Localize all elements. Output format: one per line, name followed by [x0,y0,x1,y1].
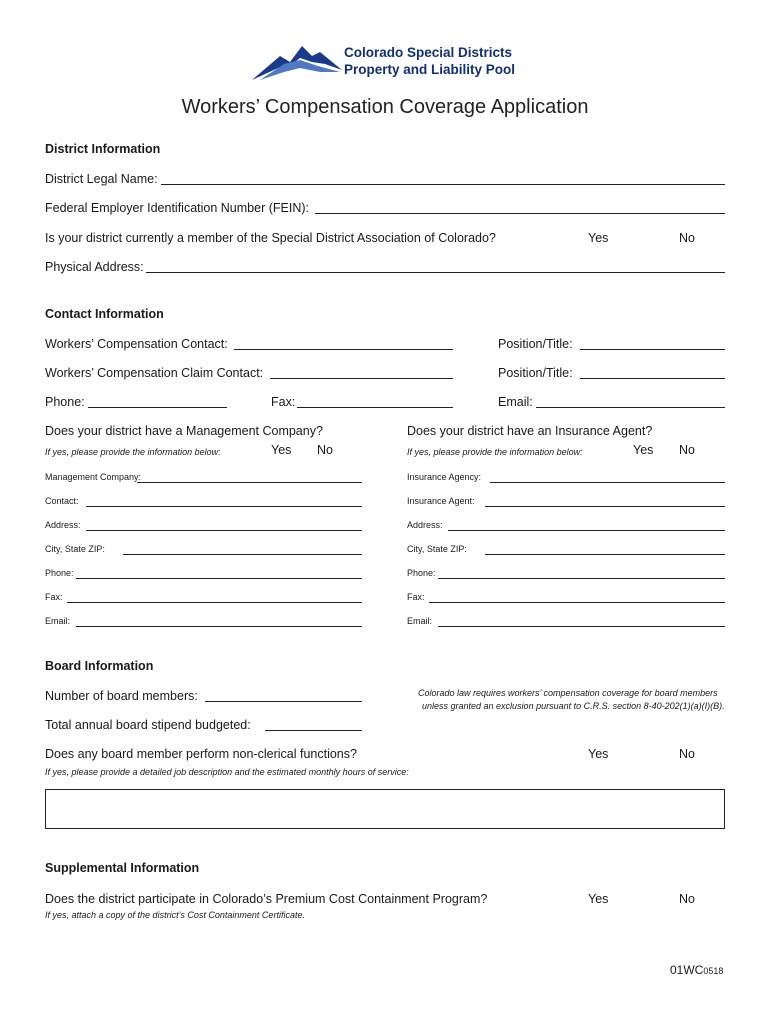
form-code-suffix: 0518 [703,966,724,976]
fein-field[interactable] [315,213,725,214]
form-code [670,963,723,977]
wc-contact-label: Workers’ Compensation Contact: [45,337,228,351]
form-code-main: 01WC [670,963,704,977]
agent-field-input[interactable] [490,482,725,483]
position-title-field-1[interactable] [580,349,725,350]
sdac-yes-option[interactable]: Yes [588,231,609,245]
phone-label: Phone: [45,395,85,409]
cost-containment-hint: If yes, attach a copy of the district’s Cost Containment Certificate. [45,910,305,920]
management-field-input[interactable] [123,554,362,555]
cost-containment-no-option[interactable]: No [679,892,695,906]
cost-containment-question: Does the district participate in Colorado’s Premium Cost Containment Program? [45,892,488,906]
management-field-input[interactable] [76,626,362,627]
email-field[interactable] [536,407,725,408]
supplemental-heading: Supplemental Information [45,861,200,875]
legal-name-label: District Legal Name: [45,172,158,186]
agent-field-input[interactable] [448,530,725,531]
position-title-field-2[interactable] [580,378,725,379]
management-field-label: Address: [45,520,81,530]
agent-field-label: Insurance Agency: [407,472,482,482]
physical-address-label: Physical Address: [45,260,144,274]
agent-hint: If yes, please provide the information below: [407,447,583,457]
fax-label: Fax: [271,395,296,409]
email-label: Email: [498,395,533,409]
mountain-logo-icon [250,42,345,82]
management-field-label: Contact: [45,496,79,506]
board-law-note-1: Colorado law requires workers’ compensation coverage for board members [418,688,718,698]
management-field-label: Management Company: [45,472,142,482]
phone-field[interactable] [88,407,227,408]
management-no-option[interactable]: No [317,443,333,457]
agent-field-label: Phone: [407,568,436,578]
agent-question: Does your district have an Insurance Agent? [407,424,653,438]
position-title-label-1: Position/Title: [498,337,573,351]
cost-containment-yes-option[interactable]: Yes [588,892,609,906]
agent-yes-option[interactable]: Yes [633,443,654,457]
position-title-label-2: Position/Title: [498,366,573,380]
management-field-input[interactable] [67,602,362,603]
legal-name-field[interactable] [161,184,725,185]
claim-contact-label: Workers’ Compensation Claim Contact: [45,366,264,380]
management-field-label: Fax: [45,592,63,602]
agent-no-option[interactable]: No [679,443,695,457]
agent-field-input[interactable] [438,626,725,627]
management-yes-option[interactable]: Yes [271,443,292,457]
nonclerical-question: Does any board member perform non-clerical functions? [45,747,357,761]
agent-field-input[interactable] [485,506,725,507]
agent-field-input[interactable] [438,578,725,579]
agent-field-label: Insurance Agent: [407,496,475,506]
district-heading: District Information [45,142,161,156]
page-title: Workers’ Compensation Coverage Application [181,96,589,118]
management-field-label: City, State ZIP: [45,544,105,554]
wc-contact-field[interactable] [234,349,453,350]
agent-field-label: City, State ZIP: [407,544,467,554]
sdac-member-question: Is your district currently a member of the Special District Association of Colorado? [45,231,496,245]
claim-contact-field[interactable] [270,378,453,379]
logo-line-1: Colorado Special Districts [344,45,513,60]
management-field-label: Email: [45,616,71,626]
management-question: Does your district have a Management Company? [45,424,323,438]
board-members-field[interactable] [205,701,362,702]
agent-field-label: Email: [407,616,433,626]
stipend-field[interactable] [265,730,362,731]
physical-address-field[interactable] [146,272,725,273]
nonclerical-yes-option[interactable]: Yes [588,747,609,761]
contact-heading: Contact Information [45,307,164,321]
management-hint: If yes, please provide the information below: [45,447,221,457]
agent-field-input[interactable] [429,602,725,603]
sdac-no-option[interactable]: No [679,231,695,245]
fein-label: Federal Employer Identification Number (FEIN): [45,201,309,215]
management-field-input[interactable] [137,482,362,483]
management-field-input[interactable] [76,578,362,579]
board-law-note-2: unless granted an exclusion pursuant to C.R.S. section 8-40-202(1)(a)(I)(B). [422,701,725,711]
management-field-label: Phone: [45,568,74,578]
management-field-input[interactable] [86,506,362,507]
management-field-input[interactable] [86,530,362,531]
nonclerical-hint: If yes, please provide a detailed job description and the estimated monthly hours of service: [45,767,409,777]
fax-field[interactable] [297,407,453,408]
board-members-label: Number of board members: [45,689,198,703]
agent-field-label: Address: [407,520,443,530]
board-heading: Board Information [45,659,154,673]
stipend-label: Total annual board stipend budgeted: [45,718,251,732]
nonclerical-no-option[interactable]: No [679,747,695,761]
agent-field-label: Fax: [407,592,425,602]
logo-line-2: Property and Liability Pool [344,62,516,77]
job-description-textbox[interactable] [45,789,725,829]
agent-field-input[interactable] [485,554,725,555]
logo [250,42,540,86]
